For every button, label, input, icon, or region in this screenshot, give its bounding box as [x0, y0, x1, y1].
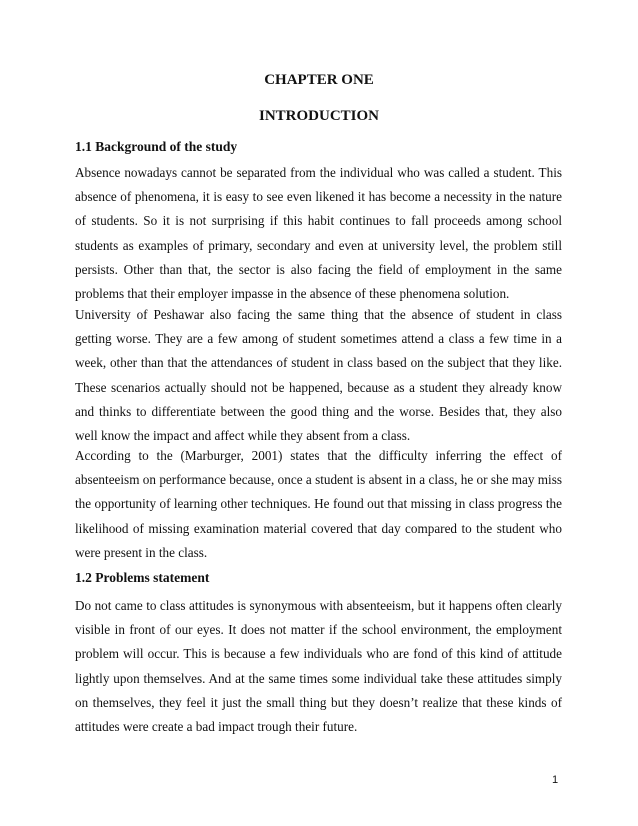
section-heading-problems: 1.2 Problems statement	[75, 570, 210, 585]
paragraph-background-3: According to the (Marburger, 2001) states that the difficulty inferring the effect of absenteeism on performance because, once a student is absent in a class, he or she may miss the opportunity of learning other techniques. He found out that missing in class progress the likelihood of missing examination material covered that day compared to the student who were present in the class.	[75, 448, 562, 560]
chapter-subtitle: INTRODUCTION	[258, 108, 379, 124]
page-number: 1	[552, 774, 559, 786]
chapter-title: CHAPTER ONE	[264, 72, 374, 88]
paragraph-problems-1: Do not came to class attitudes is synonymous with absenteeism, but it happens often clearly visible in front of our eyes. It does not matter if the school environment, the employment problem will occur. This is because a few individuals who are fond of this kind of attitude lightly upon themselves. And at the same times some individual take these attitudes simply on themselves, they feel it just the small thing but they doesn’t realize that these kinds of attitudes were create a bad impact trough their future.	[75, 598, 562, 735]
paragraph-background-2: University of Peshawar also facing the same thing that the absence of student in class getting worse. They are a few among of student sometimes attend a class a few time in a week, other than that the attendances of student in class based on the subject that they like. These scenarios actually should not be happened, because as a student they already know and thinks to differentiate between the good thing and the worse. Besides that, they also well know the impact and affect while they absent from a class.	[75, 307, 562, 444]
section-heading-background: 1.1 Background of the study	[75, 139, 238, 154]
paragraph-background-1: Absence nowadays cannot be separated from the individual who was called a student. This absence of phenomena, it is easy to see even likened it has become a necessity in the nature of students. So it is not surprising if this habit continues to fall proceeds among school students as examples of primary, secondary and even at university level, the problem still persists. Other than that, the sector is also facing the field of employment in the same problems that their employer impasse in the absence of these phenomena solution.	[75, 165, 562, 302]
